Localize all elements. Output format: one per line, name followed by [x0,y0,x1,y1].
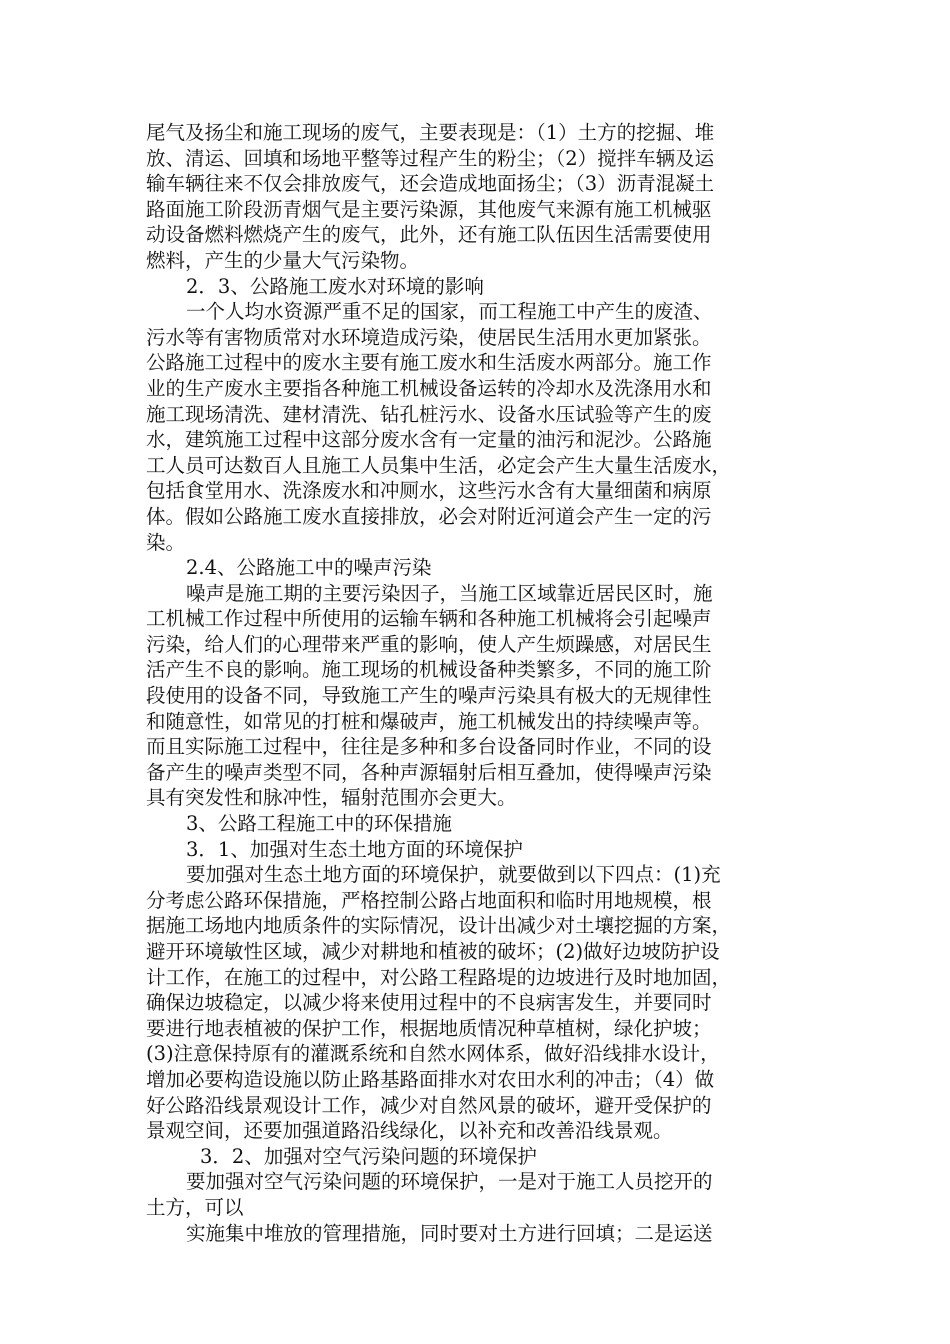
paragraph-line: 要加强对生态土地方面的环境保护，就要做到以下四点：(1)充 [186,863,721,887]
paragraph-line: 增加必要构造设施以防止路基路面排水对农田水利的冲击；（4）做 [146,1067,715,1091]
paragraph-line: 尾气及扬尘和施工现场的废气，主要表现是：（1）土方的挖掘、堆 [146,121,715,144]
paragraph-line: 要进行地表植被的保护工作，根据地质情况种草植树，绿化护坡； [146,1016,712,1040]
paragraph-line: 施工现场清洗、建材清洗、钻孔桩污水、设备水压试验等产生的废 [146,402,712,426]
paragraph-line: 实施集中堆放的管理措施，同时要对土方进行回填；二是运送 [186,1221,713,1245]
paragraph-line: 段使用的设备不同，导致施工产生的噪声污染具有极大的无规律性 [146,684,712,708]
paragraph-line: 污染，给人们的心理带来严重的影响，使人产生烦躁感，对居民生 [146,632,712,656]
paragraph-line: 而且实际施工过程中，往往是多种和多台设备同时作业，不同的设 [146,735,712,759]
paragraph-line: 具有突发性和脉冲性，辐射范围亦会更大。 [146,786,517,810]
paragraph-line: 公路施工过程中的废水主要有施工废水和生活废水两部分。施工作 [146,351,712,375]
paragraph-line: 要加强对空气污染问题的环境保护，一是对于施工人员挖开的 [186,1170,713,1194]
section-heading: 2．3、公路施工废水对环境的影响 [186,274,484,298]
paragraph-line: 体。假如公路施工废水直接排放，必会对附近河道会产生一定的污 [146,504,712,528]
section-heading: 3．2、加强对空气污染问题的环境保护 [200,1144,537,1168]
paragraph-line: 工机械工作过程中所使用的运输车辆和各种施工机械将会引起噪声 [146,607,712,631]
paragraph-line: 和随意性，如常见的打桩和爆破声，施工机械发出的持续噪声等。 [146,709,712,733]
paragraph-line: (3)注意保持原有的灌溉系统和自然水网体系，做好沿线排水设计， [146,1042,720,1066]
section-heading: 3．1、加强对生态土地方面的环境保护 [186,837,523,861]
document-page [146,120,806,1246]
paragraph-line: 活产生不良的影响。施工现场的机械设备种类繁多，不同的施工阶 [146,658,712,682]
paragraph-line: 备产生的噪声类型不同，各种声源辐射后相互叠加，使得噪声污染 [146,760,712,784]
paragraph-line: 输车辆往来不仅会排放废气，还会造成地面扬尘；（3）沥青混凝土 [146,172,715,196]
paragraph-line: 染。 [146,530,186,554]
paragraph-line: 包括食堂用水、洗涤废水和冲厕水，这些污水含有大量细菌和病原 [146,479,712,503]
paragraph-line: 计工作，在施工的过程中，对公路工程路堤的边坡进行及时地加固， [146,965,732,989]
paragraph-line: 工人员可达数百人且施工人员集中生活，必定会产生大量生活废水， [146,453,732,477]
paragraph-line: 放、清运、回填和场地平整等过程产生的粉尘；（2）搅拌车辆及运 [146,146,715,170]
paragraph-line: 土方，可以 [146,1195,244,1219]
paragraph-line: 景观空间，还要加强道路沿线绿化，以补充和改善沿线景观。 [146,1119,673,1143]
paragraph-line: 燃料，产生的少量大气污染物。 [146,248,420,272]
paragraph-line: 动设备燃料燃烧产生的废气，此外，还有施工队伍因生活需要使用 [146,223,712,247]
paragraph-line: 水，建筑施工过程中这部分废水含有一定量的油污和泥沙。公路施 [146,428,712,452]
section-heading: 2.4、公路施工中的噪声污染 [186,556,432,580]
paragraph-line: 污水等有害物质常对水环境造成污染，使居民生活用水更加紧张。 [146,325,712,349]
paragraph-line: 路面施工阶段沥青烟气是主要污染源，其他废气来源有施工机械驱 [146,197,712,221]
paragraph-line: 噪声是施工期的主要污染因子，当施工区域靠近居民区时，施 [186,581,713,605]
paragraph-line: 业的生产废水主要指各种施工机械设备运转的冷却水及洗涤用水和 [146,376,712,400]
paragraph-line: 据施工场地内地质条件的实际情况，设计出减少对土壤挖掘的方案， [146,914,732,938]
paragraph-line: 避开环境敏性区域，减少对耕地和植被的破坏；(2)做好边坡防护设 [146,940,720,963]
paragraph-line: 分考虑公路环保措施，严格控制公路占地面积和临时用地规模，根 [146,888,712,912]
paragraph-line: 好公路沿线景观设计工作，减少对自然风景的破坏，避开受保护的 [146,1093,712,1117]
paragraph-line: 一个人均水资源严重不足的国家，而工程施工中产生的废渣、 [186,300,713,324]
paragraph-line: 确保边坡稳定，以减少将来使用过程中的不良病害发生，并要同时 [146,991,712,1015]
section-heading: 3、公路工程施工中的环保措施 [186,812,452,836]
